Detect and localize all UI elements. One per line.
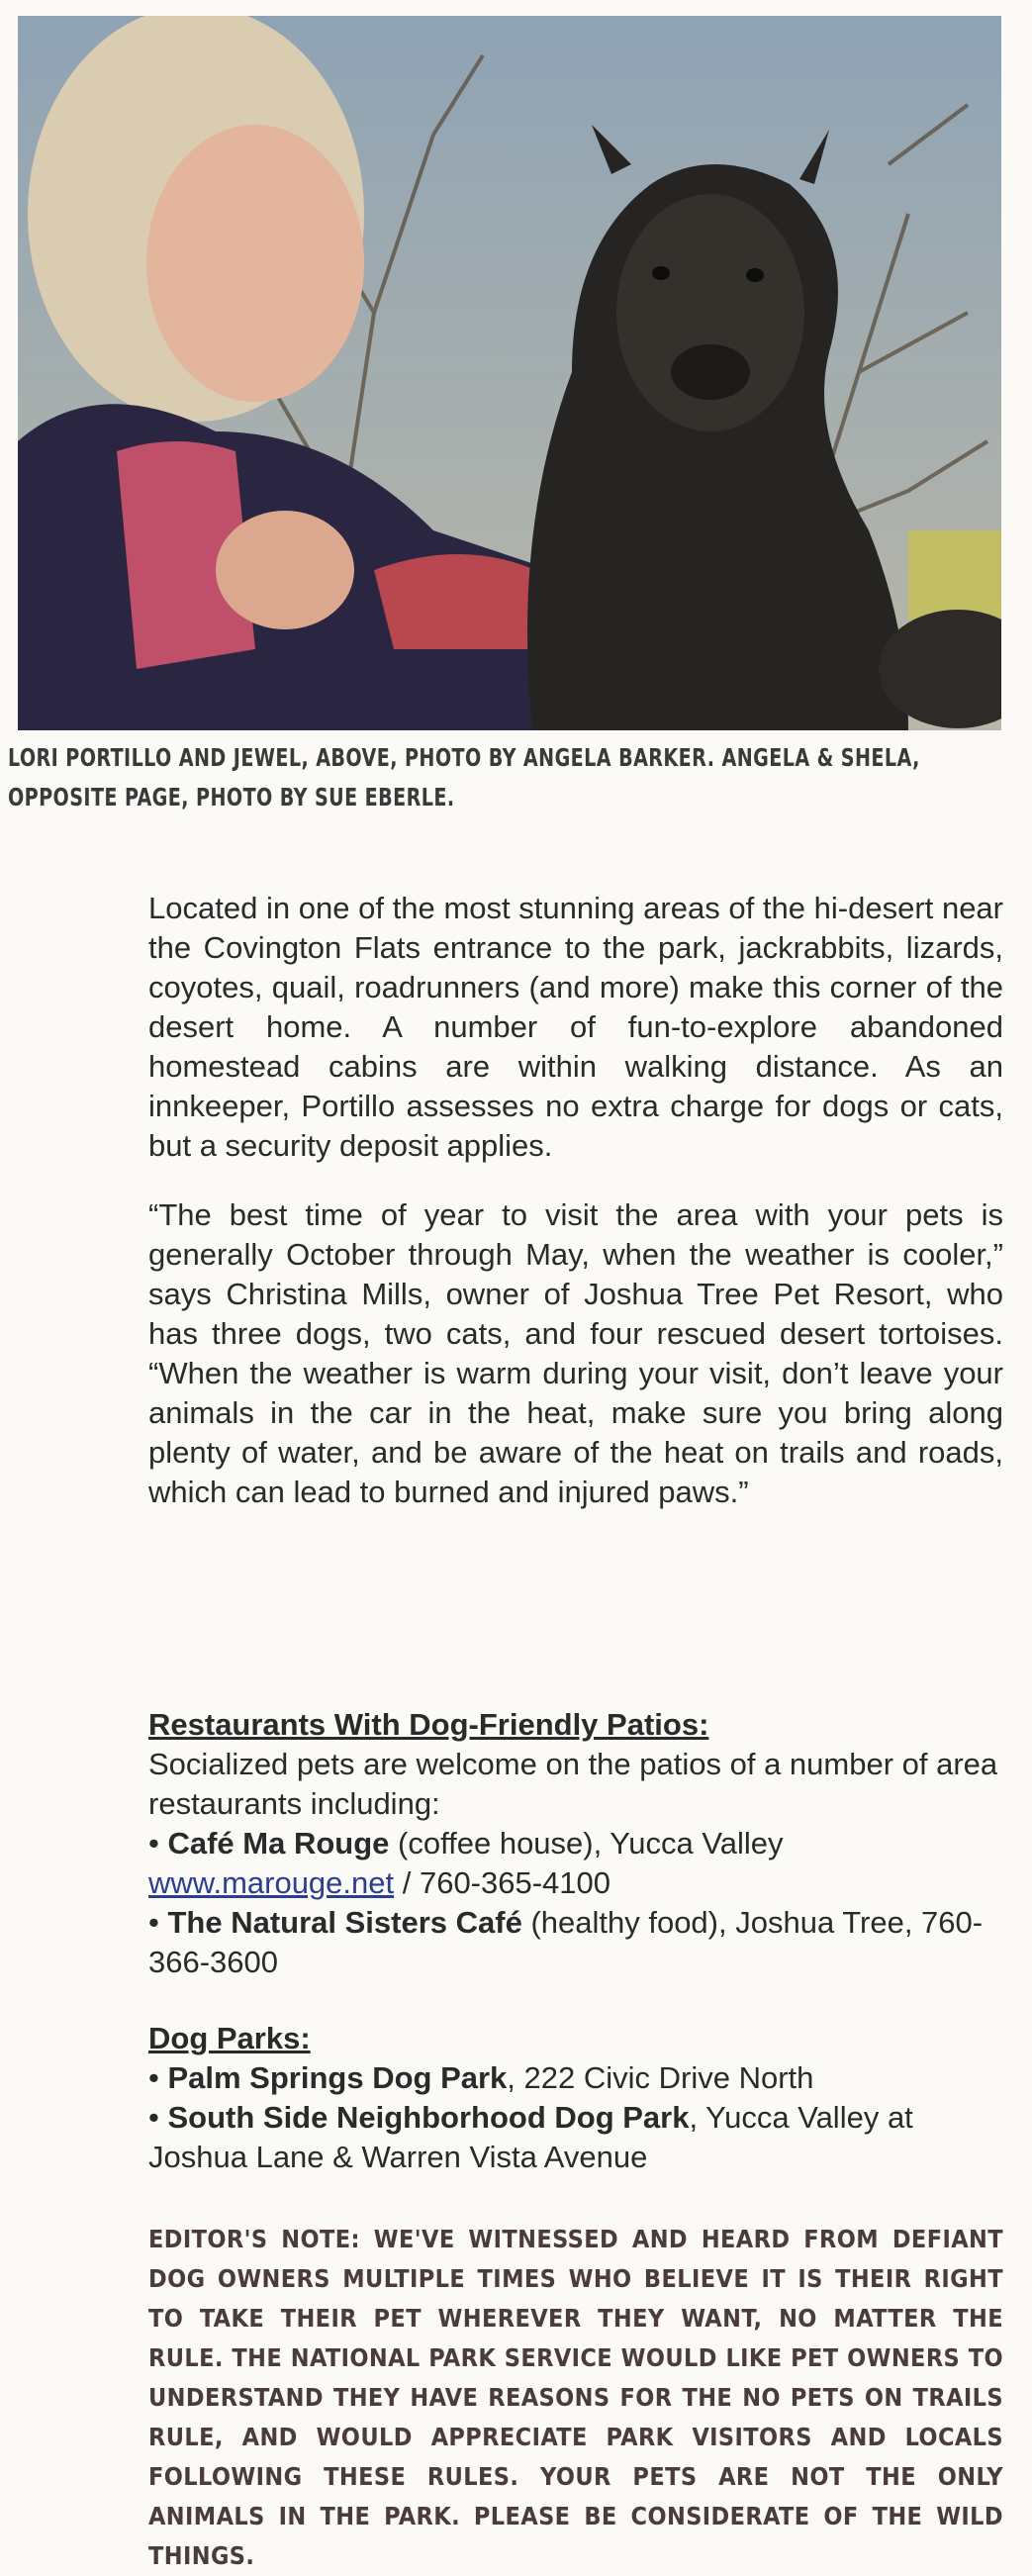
dog-parks-heading: Dog Parks:	[148, 2021, 311, 2055]
bullet: •	[148, 2060, 168, 2095]
list-item	[148, 2098, 1003, 2177]
restaurant-name: The Natural Sisters Café	[167, 1905, 522, 1940]
list-item	[148, 1863, 1003, 1903]
list-item	[148, 1903, 1003, 1982]
article-paragraph-1: Located in one of the most stunning areas of the hi-desert near the Covington Flats entrance to the park, jackrabbits, lizards, coyotes, quail, roadrunners (and more) make this corner of the desert home. A number of fun-to-explore abandoned homestead cabins are within walking distance. As an innkeeper, Portillo assesses no extra charge for dogs or cats, but a security deposit applies.	[148, 891, 1003, 1163]
restaurant-detail: (healthy food), Joshua Tree, 760-366-3600	[148, 1905, 984, 1979]
bullet: •	[148, 1826, 168, 1860]
park-name: Palm Springs Dog Park	[167, 2060, 508, 2095]
list-item	[148, 1824, 1003, 1863]
list-item	[148, 2058, 1003, 2098]
park-detail: , Yucca Valley at Joshua Lane & Warren Vista Avenue	[148, 2100, 913, 2174]
park-name: South Side Neighborhood Dog Park	[167, 2100, 690, 2135]
bullet: •	[148, 2100, 168, 2135]
restaurant-website-link[interactable]: www.marouge.net	[148, 1865, 395, 1900]
bullet: •	[148, 1905, 168, 1940]
park-detail: , 222 Civic Drive North	[507, 2060, 814, 2095]
editor-note: EDITOR'S NOTE: WE'VE WITNESSED AND HEARD FROM DEFIANT DOG OWNERS MULTIPLE TIMES WHO BELIEVE IT IS THEIR RIGHT TO TAKE THEIR PET WHEREVER THEY WANT, NO MATTER THE RULE. THE NATIONAL PARK SERVICE WOULD LIKE PET OWNERS TO UNDERSTAND THEY HAVE REASONS FOR THE NO PETS ON TRAILS RULE, AND WOULD APPRECIATE PARK VISITORS AND LOCALS FOLLOWING THESE RULES. YOUR PETS ARE NOT THE ONLY ANIMALS IN THE PARK. PLEASE BE CONSIDERATE OF THE WILD THINGS.	[148, 2225, 1003, 2570]
restaurant-detail: (coffee house), Yucca Valley	[389, 1826, 784, 1860]
woman-with-alpaca-photo	[18, 16, 1001, 730]
restaurant-name: Café Ma Rouge	[167, 1826, 390, 1860]
restaurants-section	[148, 1705, 1003, 1982]
article-paragraph-2: “The best time of year to visit the area with your pets is generally October through May, when the weather is cooler,” says Christina Mills, owner of Joshua Tree Pet Resort, who has three dogs, two cats, and four rescued desert tortoises. “When the weather is warm during your visit, don’t leave your animals in the car in the heat, make sure you bring along plenty of water, and be aware of the heat on trails and roads, which can lead to burned and injured paws.”	[148, 1197, 1003, 1509]
photo-caption: LORI PORTILLO AND JEWEL, ABOVE, PHOTO BY ANGELA BARKER. ANGELA & SHELA, OPPOSITE PAGE, PHOTO BY SUE EBERLE.	[8, 743, 920, 811]
restaurants-heading: Restaurants With Dog-Friendly Patios:	[148, 1707, 709, 1742]
restaurant-phone: / 760-365-4100	[394, 1865, 611, 1900]
dog-parks-section	[148, 2019, 1003, 2177]
restaurants-intro: Socialized pets are welcome on the patios of a number of area restaurants including:	[148, 1747, 998, 1821]
article-photo	[18, 16, 1001, 730]
